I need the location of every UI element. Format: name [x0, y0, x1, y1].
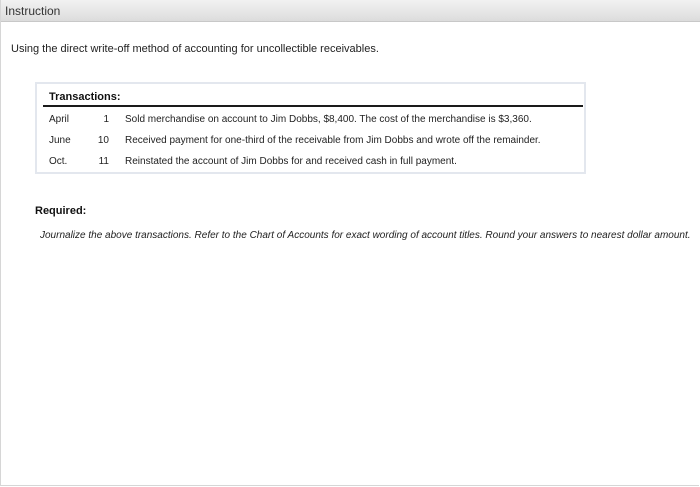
- transaction-day: 11: [98, 156, 109, 167]
- transaction-description: Sold merchandise on account to Jim Dobbs, $8,400. The cost of the merchandise is $3,360.: [125, 114, 532, 125]
- transactions-table: [35, 82, 586, 174]
- intro-text: Using the direct write-off method of accounting for uncollectible receivables.: [11, 43, 379, 55]
- transaction-description: Received payment for one-third of the receivable from Jim Dobbs and wrote off the remainder.: [125, 135, 541, 146]
- transaction-day: 10: [97, 135, 109, 146]
- table-row: [37, 153, 584, 171]
- required-label: Required:: [35, 205, 87, 217]
- transaction-description: Reinstated the account of Jim Dobbs for and received cash in full payment.: [125, 156, 457, 167]
- transaction-day: 1: [103, 114, 109, 125]
- panel-header: [1, 0, 700, 22]
- transaction-month: June: [49, 135, 71, 146]
- table-row: [37, 111, 584, 129]
- table-divider: [43, 105, 583, 107]
- panel-title: Instruction: [5, 4, 61, 18]
- transactions-heading: Transactions:: [49, 91, 121, 103]
- required-text: Journalize the above transactions. Refer to the Chart of Accounts for exact wording of account titles. Round your answers to nearest dollar amount.: [40, 230, 691, 241]
- transaction-month: Oct.: [49, 156, 68, 167]
- transaction-month: April: [49, 114, 70, 125]
- table-row: [37, 132, 584, 150]
